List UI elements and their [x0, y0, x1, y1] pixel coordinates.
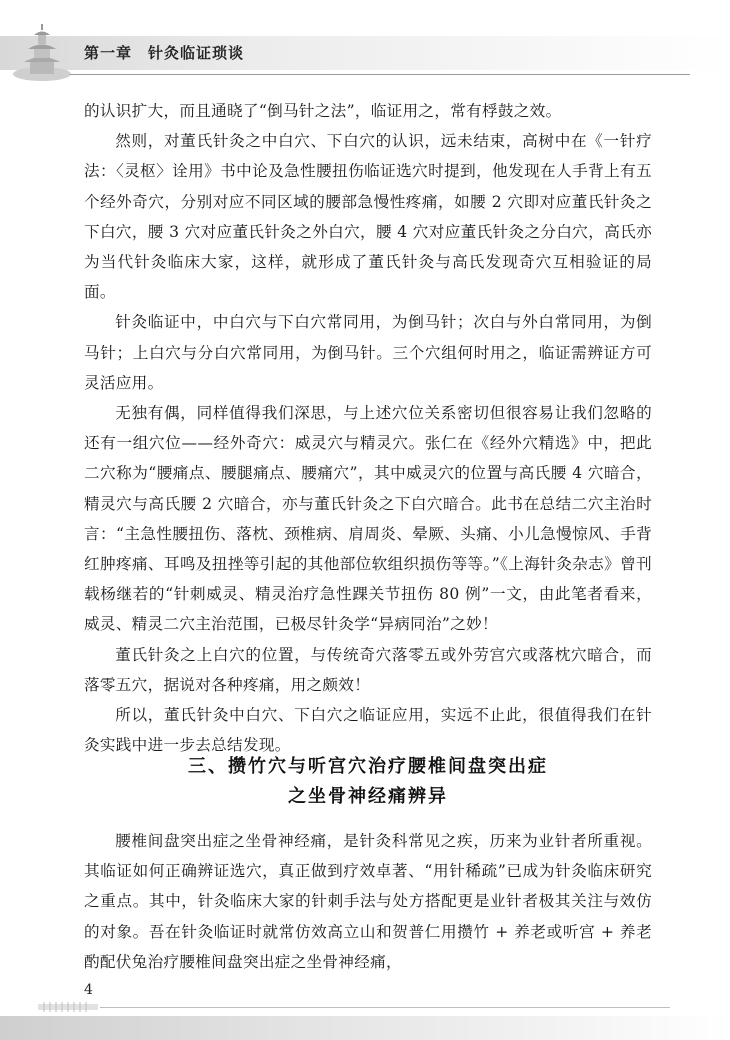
- footer-band: [0, 1016, 730, 1040]
- section-heading: [84, 752, 652, 812]
- body-text-lower: [84, 826, 652, 977]
- section-title-line-1: 三、攒竹穴与听宫穴治疗腰椎间盘突出症: [188, 756, 548, 777]
- chapter-title: 第一章 针灸临证琐谈: [84, 44, 245, 62]
- paragraph: 腰椎间盘突出症之坐骨神经痛，是针灸科常见之疾，历来为业针者所重视。其临证如何正确辨证选穴，真正做到疗效卓著、“用针稀疏”已成为针灸临床研究之重点。其中，针灸临床大家的针刺手法与处方搭配更是业针者极其关注与效仿的对象。吾在针灸临证时就常仿效高立山和贺普仁用攒竹 + 养老或听宫 + 养老酌配伏兔治疗腰椎间盘突出症之坐骨神经痛，: [84, 832, 652, 971]
- page-header: [0, 0, 730, 90]
- footer-ornament-icon: [38, 1000, 98, 1014]
- paragraph: 董氏针灸之上白穴的位置，与传统奇穴落零五或外劳宫穴或落枕穴暗合，而落零五穴，据说对各种疼痛，用之颇效！: [84, 645, 652, 694]
- page-number: 4: [84, 982, 93, 998]
- body-text-upper: [84, 96, 652, 760]
- paragraph: 针灸临证中，中白穴与下白穴常同用，为倒马针；次白与外白常同用，为倒马针；上白穴与分白穴常同用，为倒马针。三个穴组何时用之，临证需辨证方可灵活应用。: [84, 313, 652, 392]
- paragraph: 所以，董氏针灸中白穴、下白穴之临证应用，实远不止此，很值得我们在针灸实践中进一步去总结发现。: [84, 706, 652, 755]
- pagoda-ornament-icon: [12, 22, 72, 84]
- paragraph: 的认识扩大，而且通晓了“倒马针之法”，临证用之，常有桴鼓之效。: [84, 102, 562, 120]
- footer-rule: [100, 1007, 670, 1008]
- header-rule: [70, 74, 690, 75]
- section-title-line-2: 之坐骨神经痛辨异: [288, 786, 448, 807]
- paragraph: 无独有偶，同样值得我们深思，与上述穴位关系密切但很容易让我们忽略的还有一组穴位——经外奇穴：威灵穴与精灵穴。张仁在《经外穴精选》中，把此二穴称为“腰痛点、腰腿痛点、腰痛穴”，其中威灵穴的位置与高氏腰 4 穴暗合，精灵穴与高氏腰 2 穴暗合，亦与董氏针灸之下白穴暗合。此书在总结二穴主治时言：“主急性腰扭伤、落枕、颈椎病、肩周炎、晕厥、头痛、小儿急慢惊风、手背红肿疼痛、耳鸣及扭挫等引起的其他部位软组织损伤等等。”《上海针灸杂志》曾刊载杨继若的“针刺威灵、精灵治疗急性踝关节扭伤 80 例”一文，由此笔者看来，威灵、精灵二穴主治范围，已极尽针灸学“异病同治”之妙！: [84, 404, 652, 634]
- paragraph: 然则，对董氏针灸之中白穴、下白穴的认识，远未结束，高树中在《一针疗法：〈灵枢〉诠用》书中论及急性腰扭伤临证选穴时提到，他发现在人手背上有五个经外奇穴，分别对应不同区域的腰部急慢性疼痛，如腰 2 穴即对应董氏针灸之下白穴，腰 3 穴对应董氏针灸之外白穴，腰 4 穴对应董氏针灸之分白穴，高氏亦为当代针灸临床大家，这样，就形成了董氏针灸与高氏发现奇穴互相验证的局面。: [84, 132, 652, 302]
